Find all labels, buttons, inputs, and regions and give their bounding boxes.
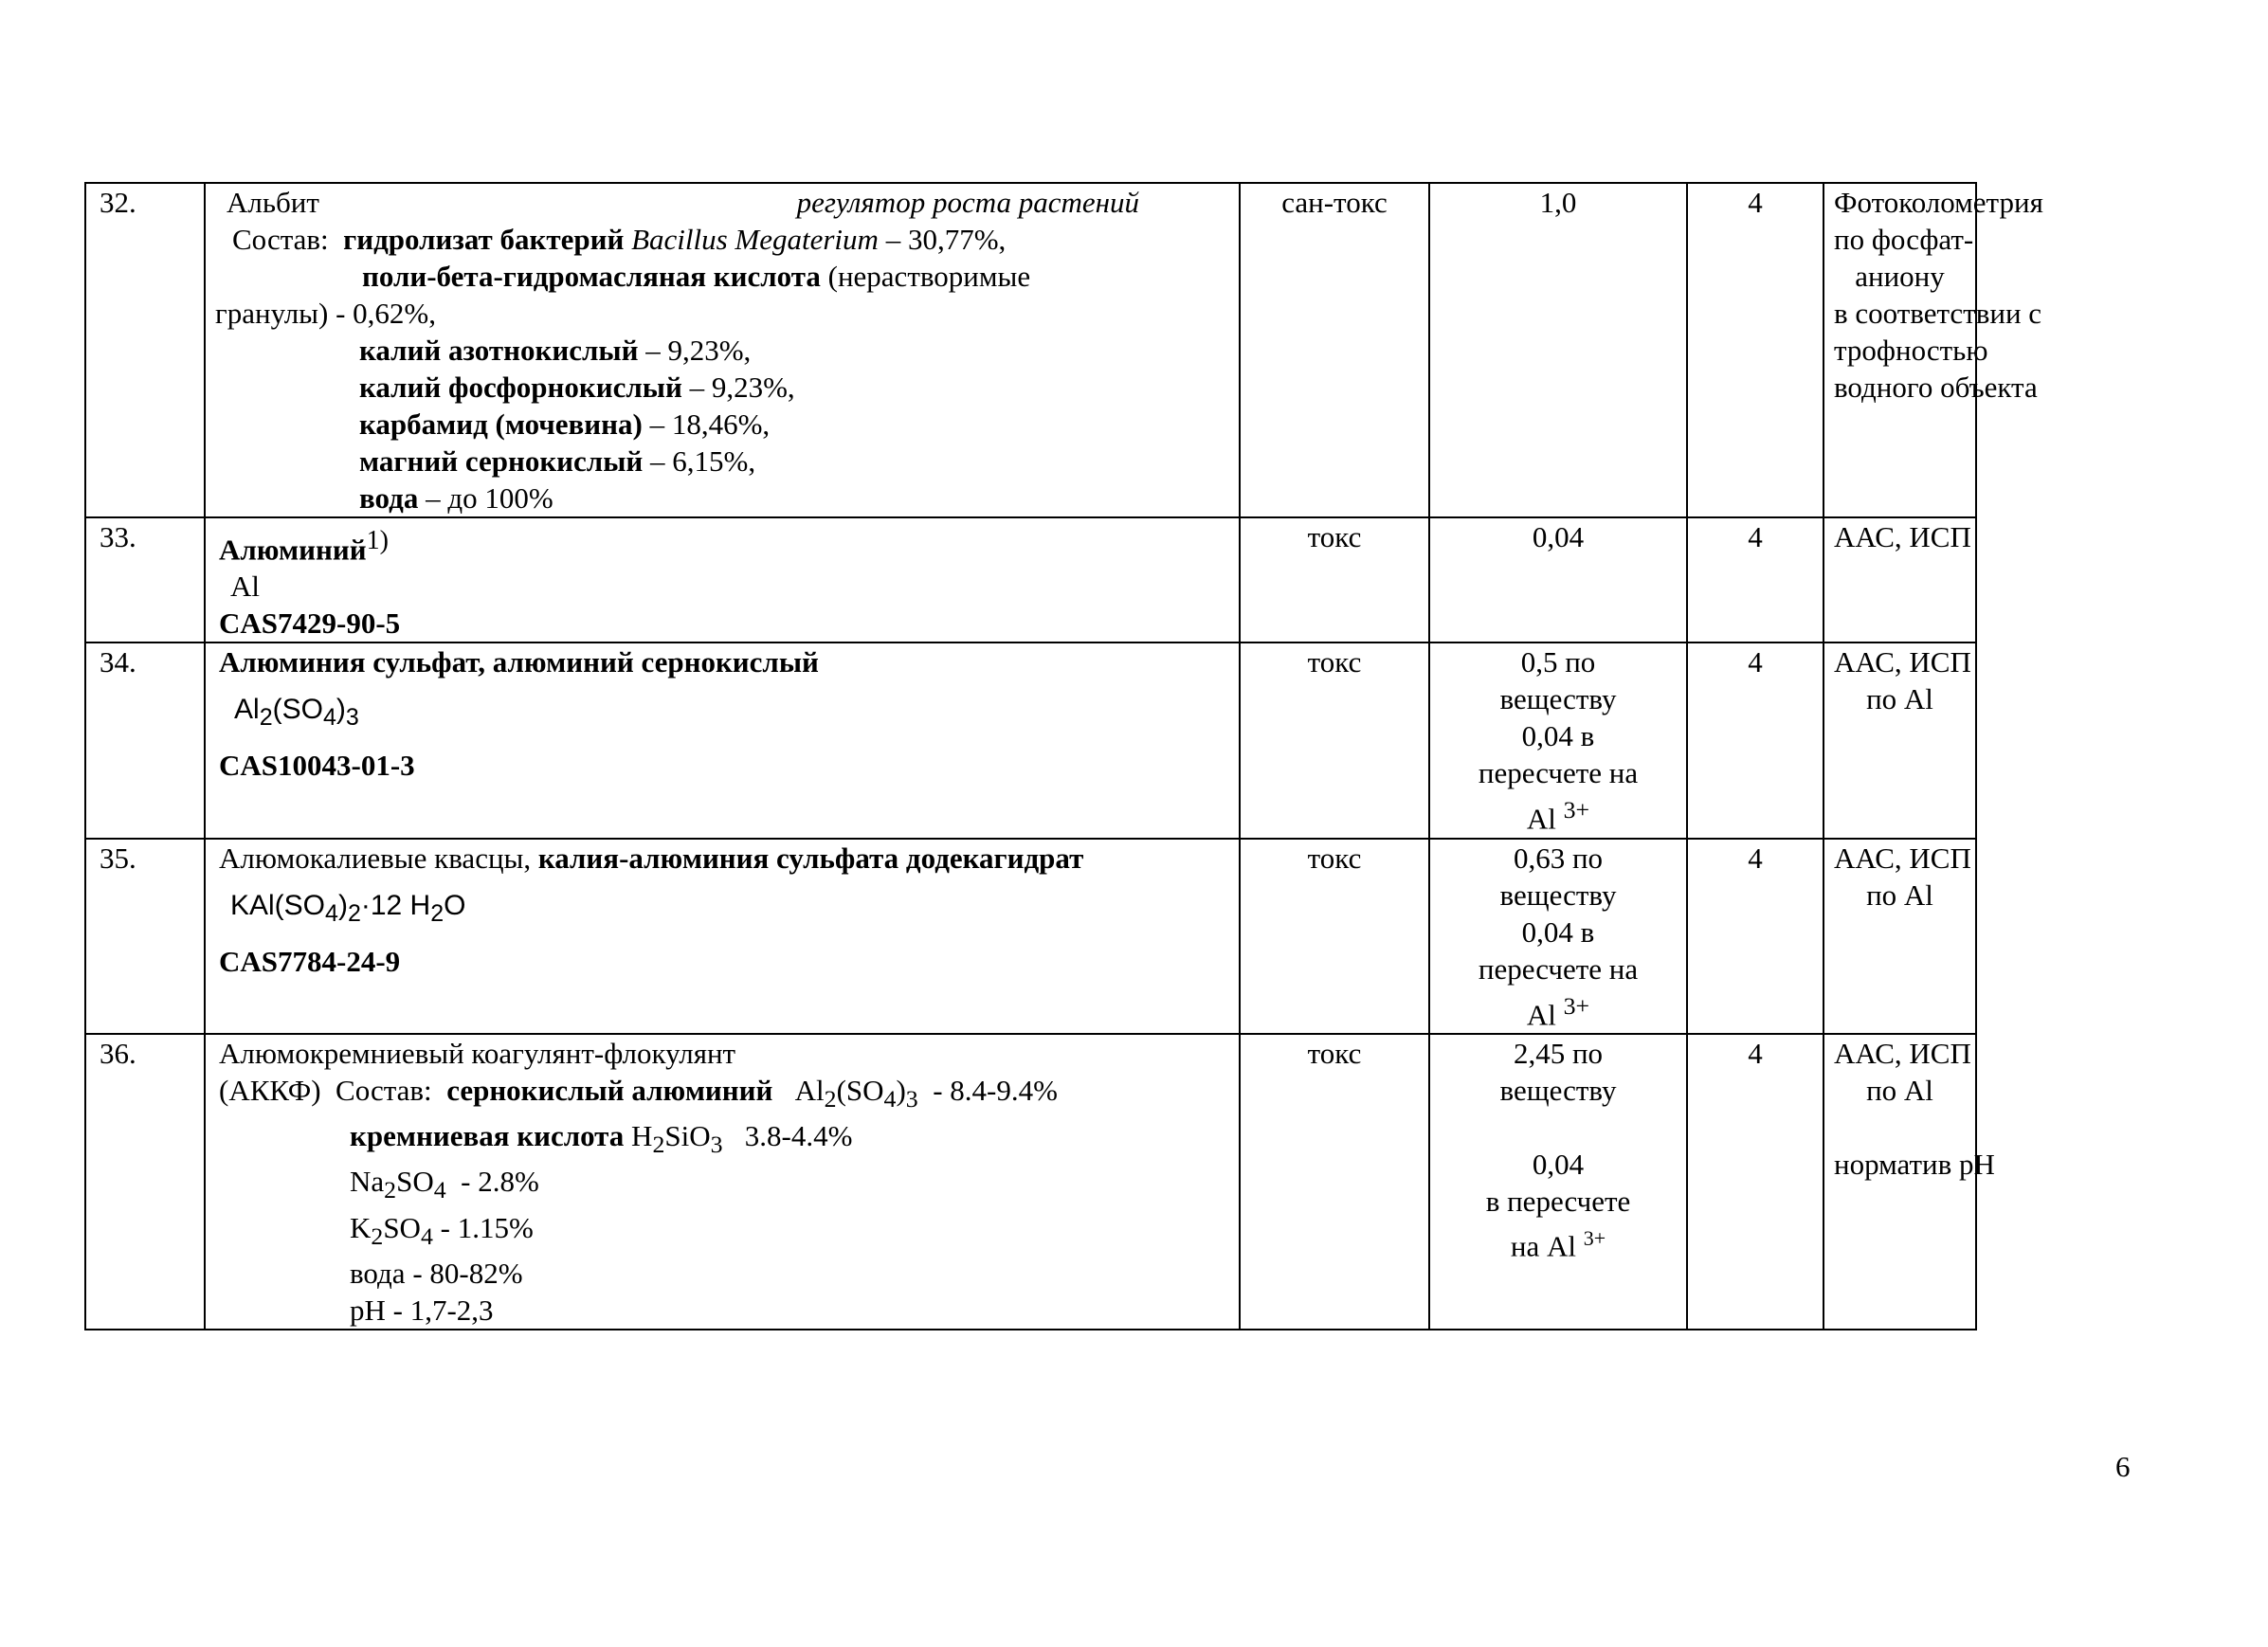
composition-line: pH - 1,7-2,3	[350, 1293, 494, 1327]
cas-number: CAS10043-01-3	[219, 749, 415, 783]
hazard-type: токс	[1240, 839, 1429, 1034]
limit-value: 2,45 по веществу 0,04 в пересчете на Al $^{3+}$	[1429, 1034, 1687, 1330]
limit-value: 0,5 по веществу 0,04 в пересчете на Al $^{3+}$	[1429, 643, 1687, 838]
substance-name-cell	[205, 183, 1240, 517]
substance-name-cell	[205, 643, 1240, 838]
substance-name-cell	[205, 517, 1240, 643]
limit-value: 0,63 по веществу 0,04 в пересчете на Al $^{3+}$	[1429, 839, 1687, 1034]
cas-number: CAS7784-24-9	[219, 944, 401, 978]
row-number: 36.	[85, 1034, 205, 1330]
page-number: 6	[2115, 1450, 2131, 1483]
limit-value: 0,04	[1429, 517, 1687, 643]
substance-name: Алюмокалиевые квасцы, калия-алюминия сульфата додекагидрат	[219, 841, 1084, 875]
analysis-method: ААС, ИСП	[1823, 517, 1976, 643]
substance-name: Алюминия сульфат, алюминий сернокислый	[219, 645, 819, 679]
analysis-method: ААС, ИСП по Al норматив pH	[1823, 1034, 1976, 1330]
analysis-method: ААС, ИСП по Al	[1823, 839, 1976, 1034]
hazard-type: сан-токс	[1240, 183, 1429, 517]
cas-number: CAS7429-90-5	[219, 606, 401, 641]
composition-line: гранулы) - 0,62%,	[215, 297, 436, 330]
chemical-formula: $Al_2(SO_4)_3$	[234, 694, 359, 732]
row-number: 32.	[85, 183, 205, 517]
row-number: 34.	[85, 643, 205, 838]
composition-line: калий азотнокислый – 9,23%,	[359, 334, 752, 367]
table-row	[85, 1034, 1976, 1330]
substance-purpose: регулятор роста растений	[796, 186, 1139, 219]
chemical-formula: Al	[230, 570, 260, 604]
composition-line: кремниевая кислота $H_2SiO_3$ 3.8-4.4%	[350, 1119, 853, 1159]
row-number: 33.	[85, 517, 205, 643]
hazard-type: токс	[1240, 517, 1429, 643]
substances-table	[84, 182, 2043, 1330]
table-row	[85, 643, 1976, 838]
composition-line: магний сернокислый – 6,15%,	[359, 444, 756, 478]
row-number: 35.	[85, 839, 205, 1034]
substance-name-cell	[205, 839, 1240, 1034]
hazard-class: 4	[1687, 839, 1823, 1034]
composition-line: $Na_2SO_4 - 2.8\%$	[350, 1165, 539, 1204]
composition-line: $K_2SO_4 - 1.15\%$	[350, 1210, 534, 1250]
composition-line: Состав: гидролизат бактерий Bacillus Megaterium – 30,77%,	[232, 223, 1007, 256]
substance-name-cell	[205, 1034, 1240, 1330]
composition-line: карбамид (мочевина) – 18,46%,	[359, 407, 771, 441]
hazard-class: 4	[1687, 517, 1823, 643]
hazard-type: токс	[1240, 643, 1429, 838]
table-row	[85, 183, 1976, 517]
hazard-class: 4	[1687, 1034, 1823, 1330]
analysis-method: Фотоколометрия по фосфат- аниону в соответствии с трофностью водного объекта	[1823, 183, 1976, 517]
substance-name: Алюмокремниевый коагулянт-флокулянт	[219, 1036, 736, 1070]
limit-value: 1,0	[1429, 183, 1687, 517]
composition-line: калий фосфорнокислый – 9,23%,	[359, 371, 795, 404]
substance-name: Альбит	[227, 186, 319, 219]
composition-line: (АККФ) Состав: сернокислый алюминий $Al_2(SO_4)_3 - 8.4-9.4\%$	[219, 1073, 1058, 1113]
hazard-type: токс	[1240, 1034, 1429, 1330]
composition-line: вода - 80-82%	[350, 1256, 523, 1290]
chemical-formula: $KAl(SO_4)_2\cdot 12$ $H_2O$	[230, 889, 466, 927]
table-row	[85, 517, 1976, 643]
substance-name: Алюминий$^{1)}$	[219, 526, 389, 567]
composition-line: поли-бета-гидромасляная кислота (нерастворимые	[362, 260, 1031, 293]
table-row	[85, 839, 1976, 1034]
hazard-class: 4	[1687, 643, 1823, 838]
analysis-method: ААС, ИСП по Al	[1823, 643, 1976, 838]
hazard-class: 4	[1687, 183, 1823, 517]
composition-line: вода – до 100%	[359, 481, 553, 515]
